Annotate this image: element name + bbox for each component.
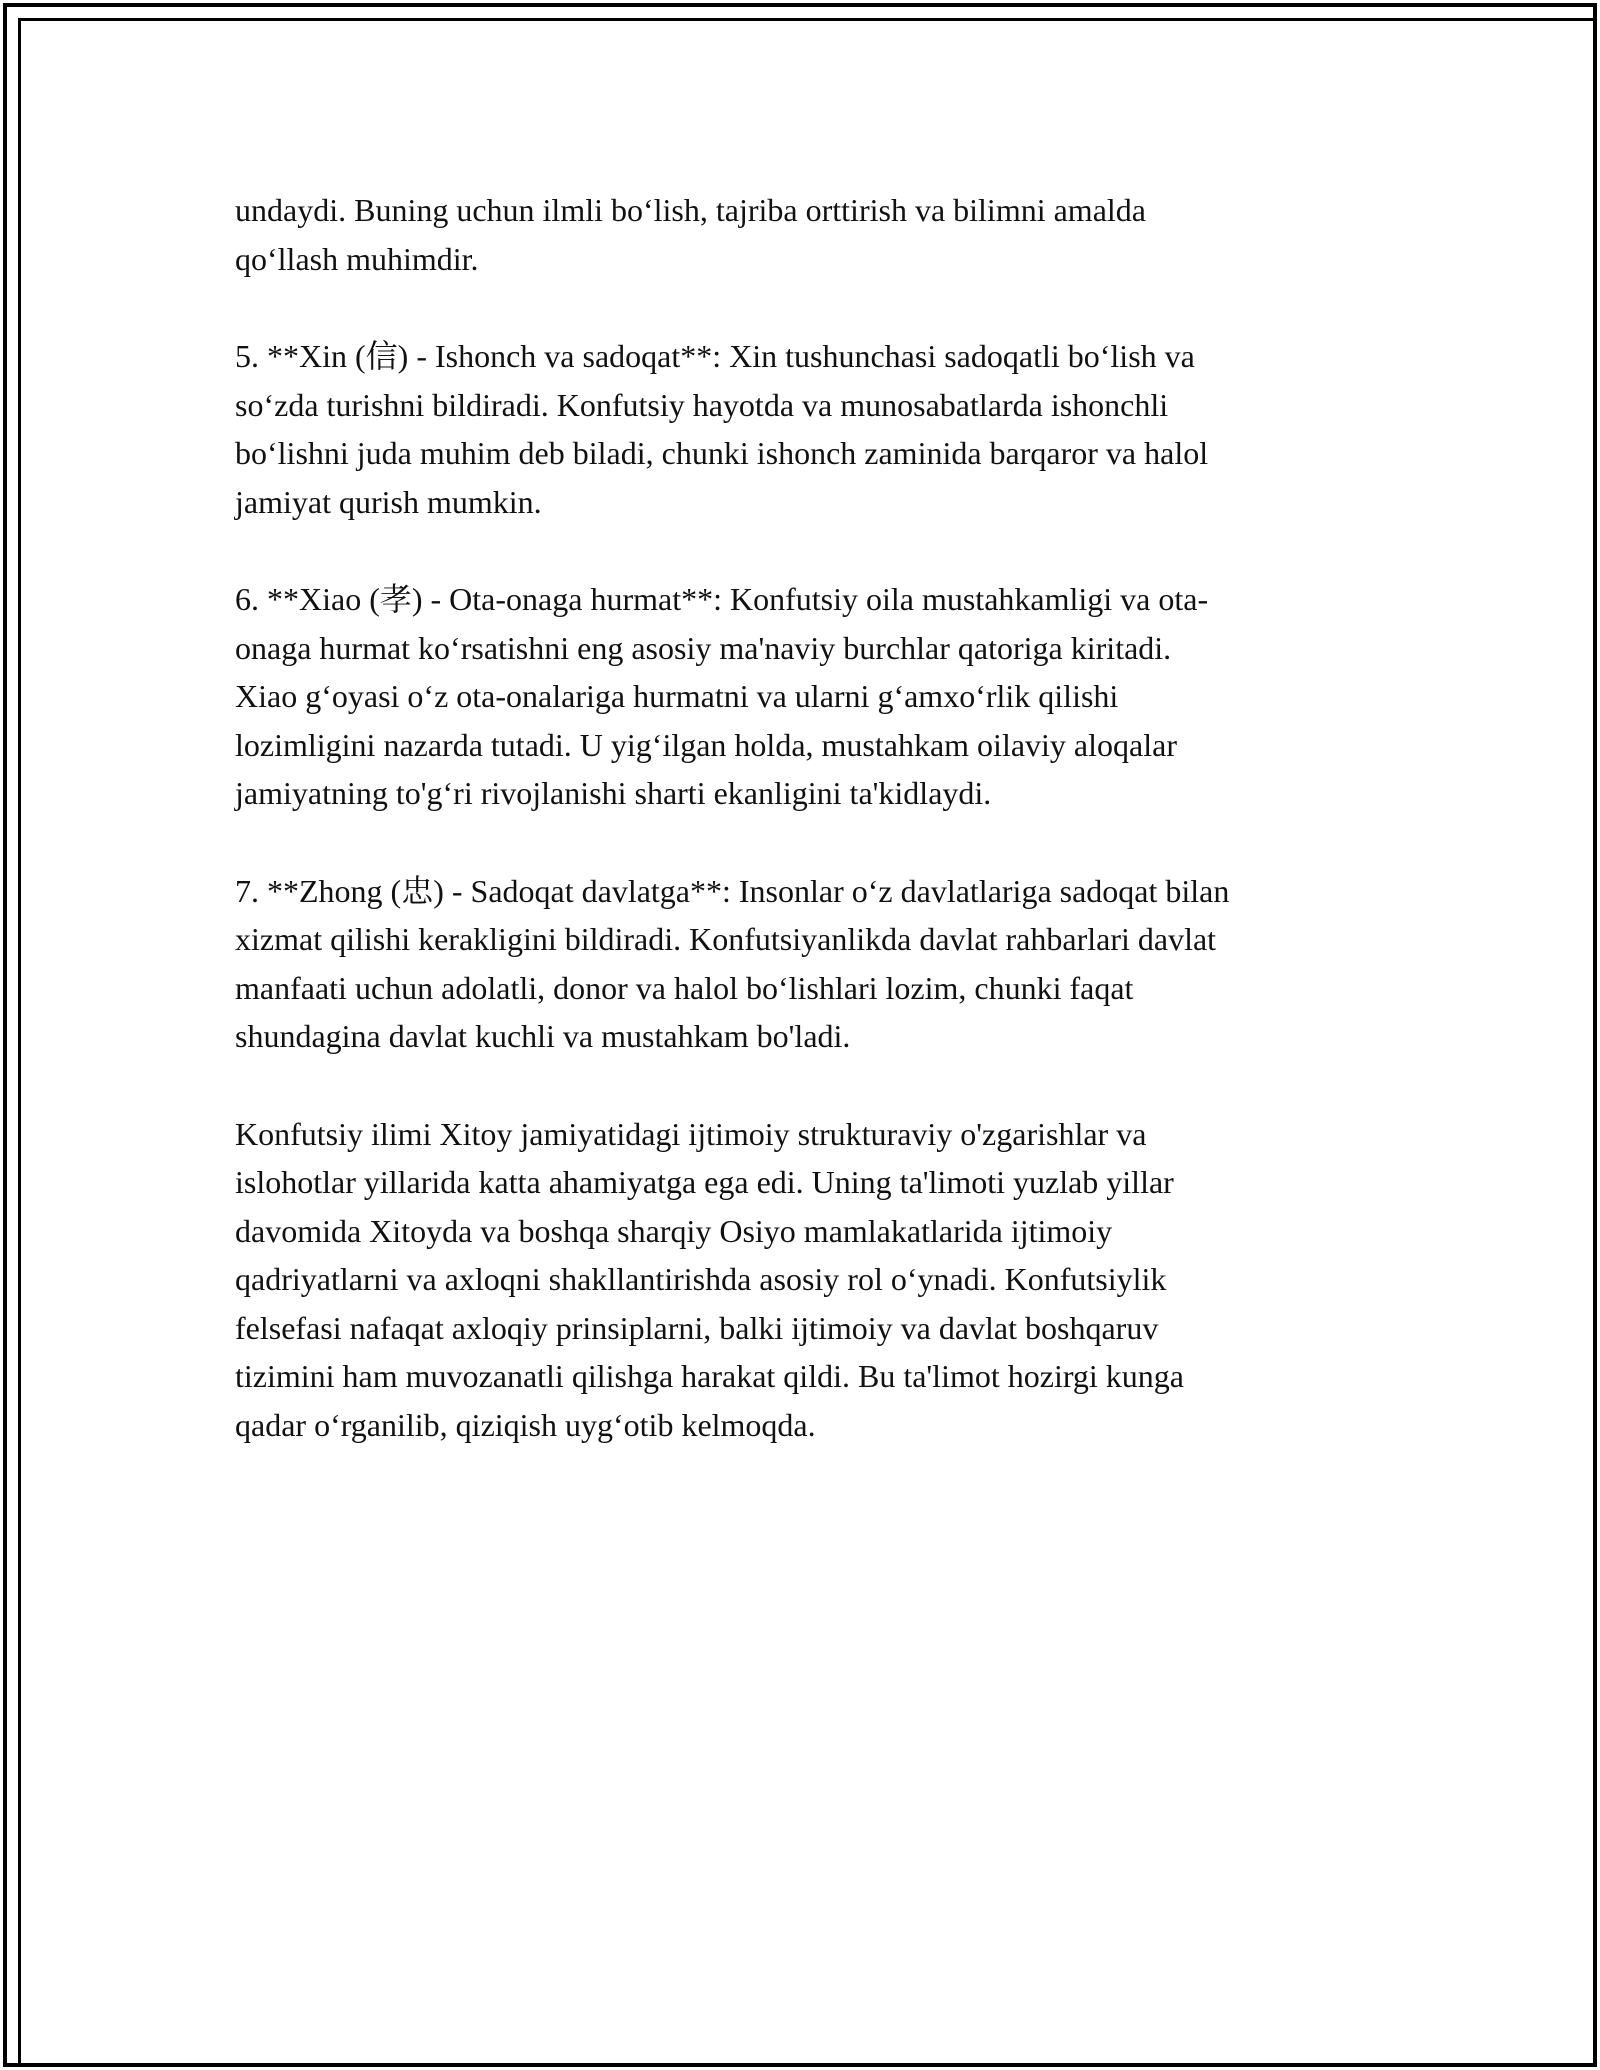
- paragraph-xiao: 6. **Xiao (孝) - Ota-onaga hurmat**: Konfutsiy oila mustahkamligi va ota- onaga hurmat ko‘rsatishni eng asosiy ma'naviy burchlar qatoriga kiritadi. Xiao g‘oyasi o‘z ota-onalariga hurmatni va ularni g‘amxo‘rlik qilishi lozimligini nazarda tutadi. U yig‘ilgan holda, mustahkam oilaviy aloqalar jamiyatning to'g‘ri rivojlanishi sharti ekanligini ta'kidlaydi.: [235, 581, 1209, 811]
- paragraph-zhong: 7. **Zhong (忠) - Sadoqat davlatga**: Insonlar o‘z davlatlariga sadoqat bilan xizmat qilishi kerakligini bildiradi. Konfutsiyanlikda davlat rahbarlari davlat manfaati uchun adolatli, donor va halol bo‘lishlari lozim, chunki faqat shundagina davlat kuchli va mustahkam bo'ladi.: [235, 872, 1230, 1054]
- paragraph-continuation: undaydi. Buning uchun ilmli bo‘lish, tajriba orttirish va bilimni amalda qo‘llash muhimdir.: [235, 192, 1146, 277]
- paragraph-conclusion: Konfutsiy ilimi Xitoy jamiyatidagi ijtimoiy strukturaviy o'zgarishlar va islohotlar yillarida katta ahamiyatga ega edi. Uning ta'limoti yuzlab yillar davomida Xitoyda va boshqa sharqiy Osiyo mamlakatlarida ijtimoiy qadriyatlarni va axloqni shakllantirishda asosiy rol o‘ynadi. Konfutsiylik felsefasi nafaqat axloqiy prinsiplarni, balki ijtimoiy va davlat boshqaruv tizimini ham muvozanatli qilishga harakat qildi. Bu ta'limot hozirgi kunga qadar o‘rganilib, qiziqish uyg‘otib kelmoqda.: [235, 1115, 1184, 1443]
- document-body: [235, 186, 1375, 1498]
- paragraph-xin: 5. **Xin (信) - Ishonch va sadoqat**: Xin tushunchasi sadoqatli bo‘lish va so‘zda turishni bildiradi. Konfutsiy hayotda va munosabatlarda ishonchli bo‘lishni juda muhim deb biladi, chunki ishonch zaminida barqaror va halol jamiyat qurish mumkin.: [235, 338, 1209, 520]
